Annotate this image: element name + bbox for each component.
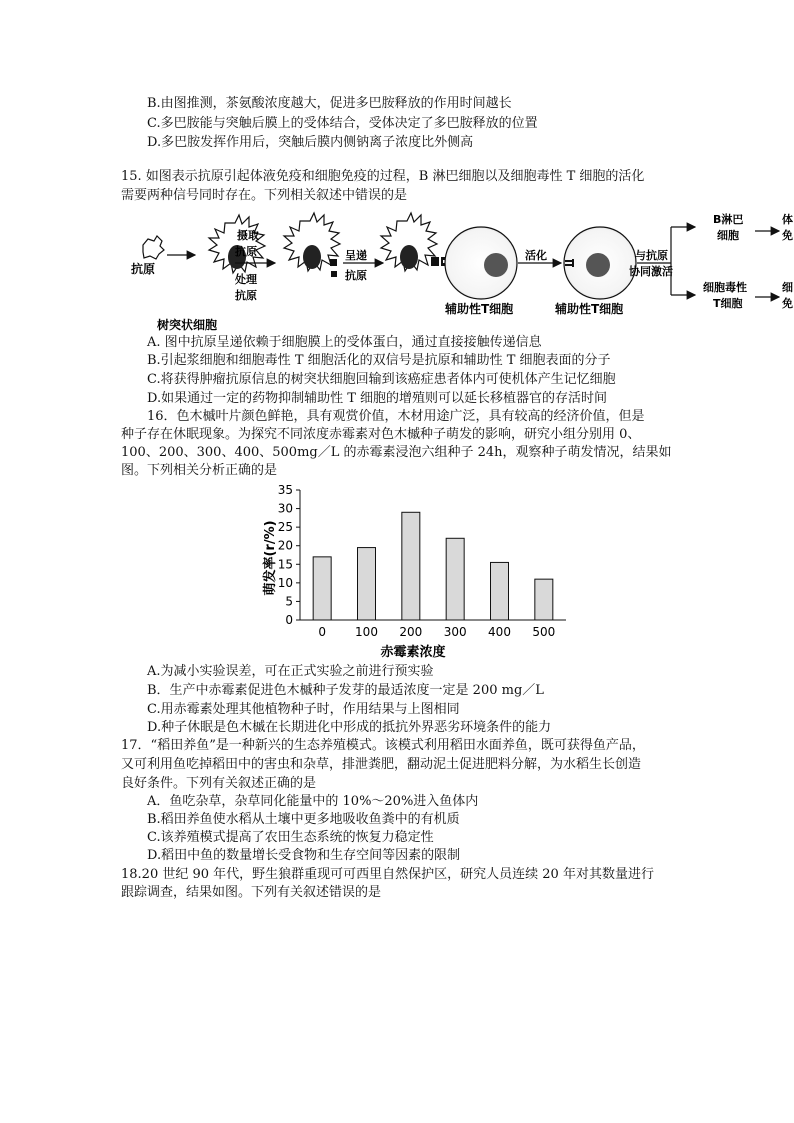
q14-option-b: B.由图推测，茶氨酸浓度越大，促进多巴胺释放的作用时间越长 (147, 96, 512, 111)
q17-option-a: A．鱼吃杂草，杂草同化能量中的 10%～20%进入鱼体内 (147, 794, 479, 809)
q18-stem-line2: 跟踪调查，结果如图。下列有关叙述错误的是 (121, 885, 382, 900)
chart-x-tick-label: 200 (399, 625, 423, 639)
chart-x-axis-label: 赤霉素浓度 (380, 645, 446, 660)
q17-stem-line2: 又可利用鱼吃掉稻田中的害虫和杂草，排泄粪肥，翻动泥土促进肥料分解，为水稻生长创造 (121, 757, 642, 772)
chart-bar (491, 562, 509, 620)
q17-stem-line3: 良好条件。下列有关叙述正确的是 (121, 776, 317, 791)
chart-bar (358, 548, 376, 620)
chart-x-tick-label: 300 (443, 625, 467, 639)
chart-y-tick-label: 0 (285, 613, 293, 627)
antigen-shape (143, 236, 164, 259)
process-label-1: 处理 (235, 273, 257, 286)
chart-y-tick-label: 30 (277, 501, 293, 516)
activate-label: 活化 (525, 249, 547, 262)
chart-x-tick-label: 400 (488, 625, 511, 639)
q14-option-c: C.多巴胺能与突触后膜上的受体结合，受体决定了多巴胺释放的位置 (147, 116, 538, 131)
q17-stem-line1: 17．“稻田养鱼”是一种新兴的生态养殖模式。该模式利用稻田水面养鱼，既可获得鱼产品， (121, 738, 645, 753)
ctl-label-2: T细胞 (713, 297, 743, 310)
dendritic-cell-1 (209, 215, 265, 273)
helper-t-cell-label-1: 辅助性T细胞 (445, 302, 514, 316)
cut-label-2b: 免 (782, 297, 793, 310)
chart-y-axis-label: 萌发率(r/%) (263, 520, 278, 596)
present-label-1: 呈递 (345, 249, 367, 262)
q17-option-b: B.稻田养鱼使水稻从土壤中更多地吸收鱼粪中的有机质 (147, 812, 460, 827)
cut-label-1a: 体 (782, 213, 793, 226)
q15-stem-line1: 15. 如图表示抗原引起体液免疫和细胞免疫的过程，B 淋巴细胞以及细胞毒性 T 细胞的活化 (121, 169, 645, 184)
helper-t-cell-2 (564, 227, 636, 299)
q16-stem-line1: 16．色木槭叶片颜色鲜艳，具有观赏价值，木材用途广泛，具有较高的经济价值，但是 (147, 409, 645, 424)
helper-t-cell-1 (445, 227, 517, 299)
immune-process-figure (125, 203, 794, 335)
dendritic-cell-2 (284, 213, 340, 271)
uptake-label-1: 摄取 (237, 229, 259, 242)
q16-stem-line4: 图。下列相关分析正确的是 (121, 463, 278, 478)
q14-option-d: D.多巴胺发挥作用后，突触后膜内侧钠离子浓度比外侧高 (147, 135, 474, 150)
chart-y-tick-label: 35 (277, 483, 293, 497)
chart-y-tick-label: 15 (277, 557, 293, 572)
q16-option-c: C.用赤霉素处理其他植物种子时，作用结果与上图相同 (147, 702, 460, 717)
q15-stem-line2: 需要两种信号同时存在。下列相关叙述中错误的是 (121, 188, 408, 203)
q16-stem-line2: 种子存在休眠现象。为探究不同浓度赤霉素对色木槭种子萌发的影响，研究小组分别用 0、 (121, 427, 641, 442)
coactivate-label-2: 协同激活 (629, 265, 673, 278)
q17-option-c: C.该养殖模式提高了农田生态系统的恢复力稳定性 (147, 830, 434, 845)
immune-process-diagram (125, 203, 794, 335)
q15-option-b: B.引起浆细胞和细胞毒性 T 细胞活化的双信号是抗原和辅助性 T 细胞表面的分子 (147, 353, 611, 368)
q16-stem-line3: 100、200、300、400、500mg／L 的赤霉素浸泡六组种子 24h，观察种子萌发情况，结果如 (121, 445, 672, 460)
q17-option-d: D.稻田中鱼的数量增长受食物和生存空间等因素的限制 (147, 848, 461, 863)
chart-bar (535, 579, 553, 620)
chart-bar (402, 512, 420, 620)
chart-x-tick-label: 0 (318, 625, 326, 639)
q15-option-a: A. 图中抗原呈递依赖于细胞膜上的受体蛋白，通过直接接触传递信息 (147, 335, 542, 350)
b-cell-label-2: 细胞 (717, 229, 739, 242)
chart-y-tick-label: 25 (277, 520, 293, 535)
ctl-label-1: 细胞毒性 (703, 281, 747, 294)
process-label-2: 抗原 (235, 289, 257, 302)
q15-option-c: C.将获得肿瘤抗原信息的树突状细胞回输到该癌症患者体内可使机体产生记忆细胞 (147, 372, 616, 387)
coactivate-label-1: 与抗原 (635, 249, 668, 262)
chart-y-tick-label: 20 (277, 538, 293, 553)
chart-y-tick-label: 10 (277, 575, 293, 590)
chart-bar (313, 557, 331, 620)
dendritic-cell-label: 树突状细胞 (157, 318, 218, 332)
q16-option-d: D.种子休眠是色木槭在长期进化中形成的抵抗外界恶劣环境条件的能力 (147, 720, 552, 735)
b-cell-label-1: B淋巴 (713, 213, 744, 226)
chart-bar (446, 538, 464, 620)
germination-chart (258, 480, 578, 660)
q18-stem-line1: 18.20 世纪 90 年代，野生狼群重现可可西里自然保护区，研究人员连续 20 年对其数量进行 (121, 867, 654, 882)
chart-y-tick-label: 5 (285, 594, 293, 609)
q16-option-b: B．生产中赤霉素促进色木槭种子发芽的最适浓度一定是 200 mg／L (147, 683, 544, 698)
germination-bar-chart (258, 480, 578, 660)
cut-label-2a: 细 (782, 281, 793, 294)
q16-option-a: A.为减小实验误差，可在正式实验之前进行预实验 (147, 664, 434, 679)
uptake-label-2: 抗原 (235, 245, 257, 258)
chart-x-tick-label: 500 (532, 625, 556, 639)
chart-x-tick-label: 100 (355, 625, 378, 639)
cut-label-1b: 免 (782, 229, 793, 242)
present-label-2: 抗原 (345, 269, 367, 282)
antigen-label: 抗原 (131, 262, 156, 276)
dendritic-cell-3 (381, 213, 447, 271)
q15-option-d: D.如果通过一定的药物抑制辅助性 T 细胞的增殖则可以延长移植器官的存活时间 (147, 391, 608, 406)
helper-t-cell-label-2: 辅助性T细胞 (555, 302, 624, 316)
